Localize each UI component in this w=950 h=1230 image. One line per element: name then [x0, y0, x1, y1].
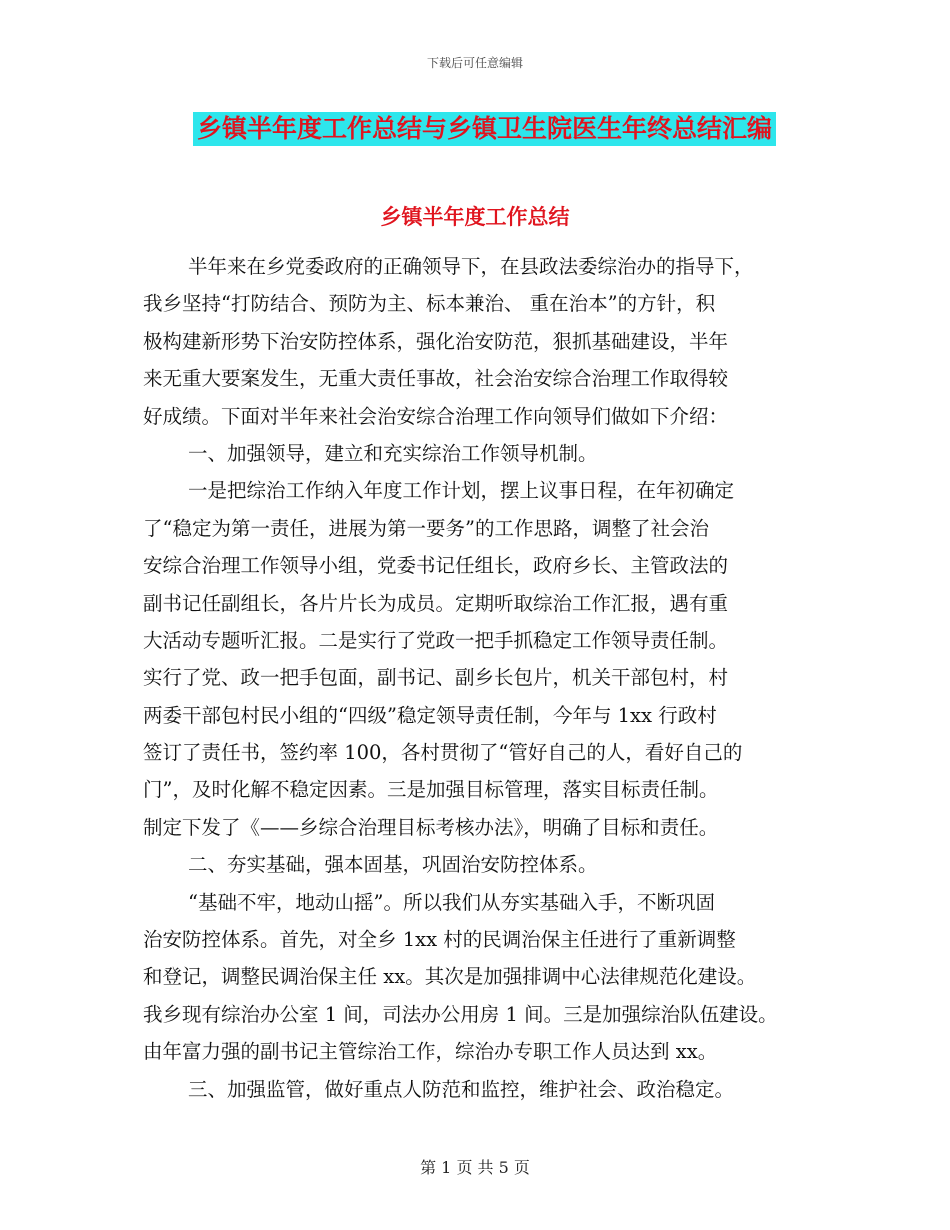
paragraph-line: 我乡现有综治办公室 1 间，司法办公用房 1 间。三是加强综治队伍建设。: [143, 1002, 778, 1026]
paragraph-line: 门”，及时化解不稳定因素。三是加强目标管理，落实目标责任制。: [143, 778, 719, 802]
paragraph-line: 一是把综治工作纳入年度工作计划，摆上议事日程，在年初确定: [188, 479, 735, 503]
paragraph-line: 制定下发了《——乡综合治理目标考核办法》，明确了目标和责任。: [143, 815, 719, 839]
paragraph-line: 由年富力强的副书记主管综治工作，综治办专职工作人员达到 xx。: [143, 1040, 718, 1064]
paragraph-line: 半年来在乡党委政府的正确领导下，在县政法委综治办的指导下，: [188, 255, 754, 278]
paragraph-line: 和登记，调整民调治保主任 xx。其次是加强排调中心法律规范化建设。: [143, 965, 757, 989]
paragraph-line: 来无重大要案发生，无重大责任事故，社会治安综合治理工作取得较: [143, 367, 729, 391]
paragraph-line: 实行了党、政一把手包面，副书记、副乡长包片，机关干部包村，村: [143, 666, 729, 690]
document-title: 乡镇半年度工作总结与乡镇卫生院医生年终总结汇编: [193, 112, 776, 146]
body-text: [143, 248, 833, 1108]
paragraph-line: 安综合治理工作领导小组，党委书记任组长，政府乡长、主管政法的: [143, 554, 729, 578]
paragraph-line: “基础不牢，地动山摇”。所以我们从夯实基础入手，不断巩固: [188, 890, 715, 914]
page-footer: 第 1 页 共 5 页: [420, 1158, 530, 1177]
heading-line: 二、夯实基础，强本固基，巩固治安防控体系。: [188, 853, 598, 877]
paragraph-line: 治安防控体系。首先，对全乡 1xx 村的民调治保主任进行了重新调整: [143, 928, 736, 952]
header-note: 下载后可任意编辑: [426, 56, 523, 70]
paragraph-line: 签订了责任书，签约率 100，各村贯彻了“管好自己的人，看好自己的: [143, 741, 743, 765]
heading-line: 三、加强监管，做好重点人防范和监控，维护社会、政治稳定。: [188, 1077, 735, 1101]
paragraph-line: 极构建新形势下治安防控体系，强化治安防范，狠抓基础建设，半年: [143, 329, 729, 353]
paragraph-line: 大活动专题听汇报。二是实行了党政一把手抓稳定工作领导责任制。: [143, 628, 729, 652]
section-title: 乡镇半年度工作总结: [380, 204, 570, 229]
paragraph-line: 副书记任副组长，各片片长为成员。定期听取综治工作汇报，遇有重: [143, 591, 729, 615]
paragraph-line: 我乡坚持“打防结合、预防为主、标本兼治、 重在治本”的方针，积: [143, 292, 716, 316]
paragraph-line: 两委干部包村民小组的“四级”稳定领导责任制，今年与 1xx 行政村: [143, 703, 717, 727]
heading-line: 一、加强领导，建立和充实综治工作领导机制。: [188, 441, 598, 465]
paragraph-line: 好成绩。下面对半年来社会治安综合治理工作向领导们做如下介绍：: [143, 404, 729, 428]
paragraph-line: 了“稳定为第一责任，进展为第一要务”的工作思路，调整了社会治: [143, 516, 709, 540]
